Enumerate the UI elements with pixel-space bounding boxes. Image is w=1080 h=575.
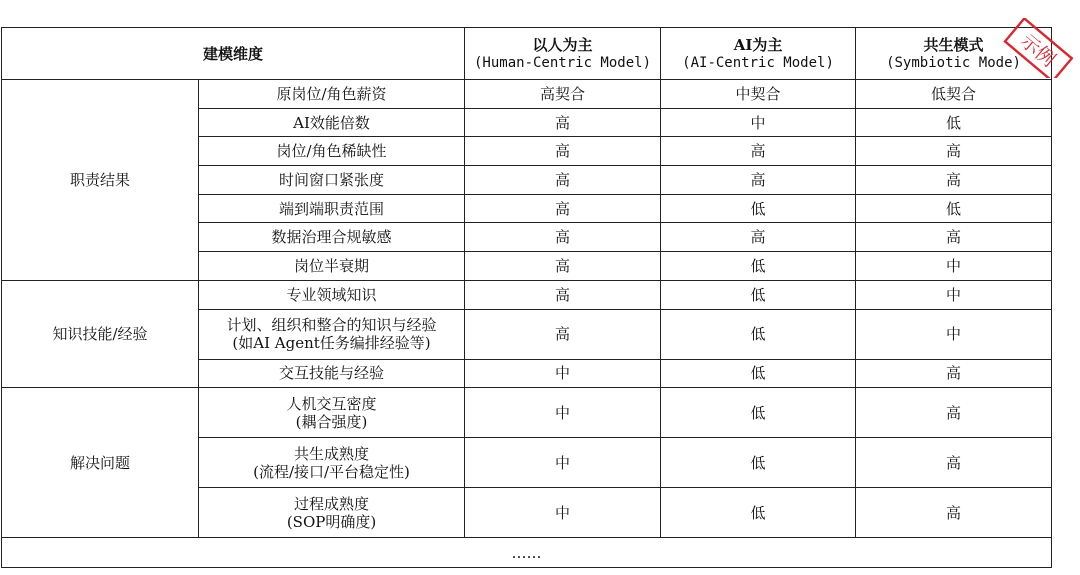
ai-value-cell: 中契合 (661, 80, 856, 109)
header-human-zh: 以人为主 (532, 35, 593, 54)
human-value-cell: 中 (465, 388, 661, 438)
dimension-cell (199, 252, 465, 281)
dimension-line: 数据治理合规敏感 (271, 228, 392, 247)
dimension-line: 专业领域知识 (286, 285, 377, 304)
dimension-line: 交互技能与经验 (279, 364, 385, 383)
symbiotic-value-cell: 高 (856, 166, 1052, 195)
ai-value-cell: 低 (661, 309, 856, 359)
ai-value-cell: 中 (661, 108, 856, 137)
dimension-cell (199, 194, 465, 223)
ai-value-cell: 低 (661, 359, 856, 388)
dimension-line: 共生成熟度 (294, 444, 370, 463)
symbiotic-value-cell: 中 (856, 309, 1052, 359)
dimension-line: 计划、组织和整合的知识与经验 (226, 316, 437, 334)
ellipsis-cell: …… (2, 538, 1052, 568)
header-symbiotic (856, 28, 1052, 80)
symbiotic-value-cell: 低 (856, 194, 1052, 223)
human-value-cell: 高 (465, 252, 661, 281)
dimension-cell (199, 438, 465, 488)
human-value-cell: 高 (465, 223, 661, 252)
dimension-cell (199, 388, 465, 438)
ai-value-cell: 低 (661, 488, 856, 538)
dimension-cell (199, 166, 465, 195)
ai-value-cell: 低 (661, 438, 856, 488)
table-body (2, 80, 1052, 568)
human-value-cell: 高 (465, 309, 661, 359)
stamp-text: 示例 (1016, 29, 1060, 72)
human-value-cell: 高 (465, 166, 661, 195)
dimension-line: 人机交互密度 (286, 394, 377, 413)
human-value-cell: 中 (465, 438, 661, 488)
ai-value-cell: 高 (661, 223, 856, 252)
symbiotic-value-cell: 高 (856, 438, 1052, 488)
ai-value-cell: 高 (661, 137, 856, 166)
human-value-cell: 中 (465, 488, 661, 538)
ai-value-cell: 低 (661, 388, 856, 438)
header-human-en: (Human-Centric Model) (474, 54, 652, 71)
dimension-line: AI效能倍数 (293, 113, 370, 132)
modeling-dimensions-table (1, 27, 1052, 568)
human-value-cell: 高 (465, 194, 661, 223)
dimension-line: (流程/接口/平台稳定性) (253, 462, 410, 481)
group-name-cell: 解决问题 (2, 388, 199, 538)
symbiotic-value-cell: 高 (856, 359, 1052, 388)
group-name-cell: 知识技能/经验 (2, 280, 199, 387)
table-footer-row (2, 538, 1052, 568)
symbiotic-value-cell: 中 (856, 280, 1052, 309)
table-row (2, 80, 1052, 109)
dimension-line: (耦合强度) (295, 412, 368, 431)
dimension-line: 端到端职责范围 (279, 199, 385, 218)
dimension-line: (如AI Agent任务编排经验等) (232, 334, 431, 352)
dimension-cell (199, 488, 465, 538)
header-human-centric (465, 28, 661, 80)
ai-value-cell: 低 (661, 252, 856, 281)
group-name-cell: 职责结果 (2, 80, 199, 281)
table-header-row (2, 28, 1052, 80)
table-row (2, 388, 1052, 438)
symbiotic-value-cell: 高 (856, 137, 1052, 166)
ai-value-cell: 高 (661, 166, 856, 195)
dimension-cell (199, 80, 465, 109)
dimension-cell (199, 223, 465, 252)
header-ai-centric (661, 28, 856, 80)
dimension-line: 岗位半衰期 (294, 256, 370, 275)
dimension-line: 原岗位/角色薪资 (276, 84, 387, 103)
human-value-cell: 高 (465, 280, 661, 309)
header-ai-zh: AI为主 (733, 35, 783, 54)
header-symbiotic-zh: 共生模式 (923, 35, 984, 54)
header-ai-en: (AI-Centric Model) (682, 54, 834, 71)
symbiotic-value-cell: 高 (856, 388, 1052, 438)
symbiotic-value-cell: 低契合 (856, 80, 1052, 109)
dimension-line: (SOP明确度) (286, 512, 377, 531)
human-value-cell: 高 (465, 108, 661, 137)
dimension-cell (199, 280, 465, 309)
ai-value-cell: 低 (661, 280, 856, 309)
symbiotic-value-cell: 高 (856, 223, 1052, 252)
dimension-line: 过程成熟度 (294, 494, 370, 513)
header-symbiotic-en: (Symbiotic Mode) (886, 54, 1021, 71)
symbiotic-value-cell: 中 (856, 252, 1052, 281)
symbiotic-value-cell: 高 (856, 488, 1052, 538)
symbiotic-value-cell: 低 (856, 108, 1052, 137)
dimension-line: 时间窗口紧张度 (279, 170, 385, 189)
dimension-cell (199, 309, 465, 359)
dimension-cell (199, 137, 465, 166)
human-value-cell: 高契合 (465, 80, 661, 109)
human-value-cell: 高 (465, 137, 661, 166)
table-row (2, 280, 1052, 309)
dimension-cell (199, 108, 465, 137)
header-dimension: 建模维度 (2, 28, 465, 80)
dimension-line: 岗位/角色稀缺性 (276, 142, 387, 161)
dimension-cell (199, 359, 465, 388)
human-value-cell: 中 (465, 359, 661, 388)
ai-value-cell: 低 (661, 194, 856, 223)
